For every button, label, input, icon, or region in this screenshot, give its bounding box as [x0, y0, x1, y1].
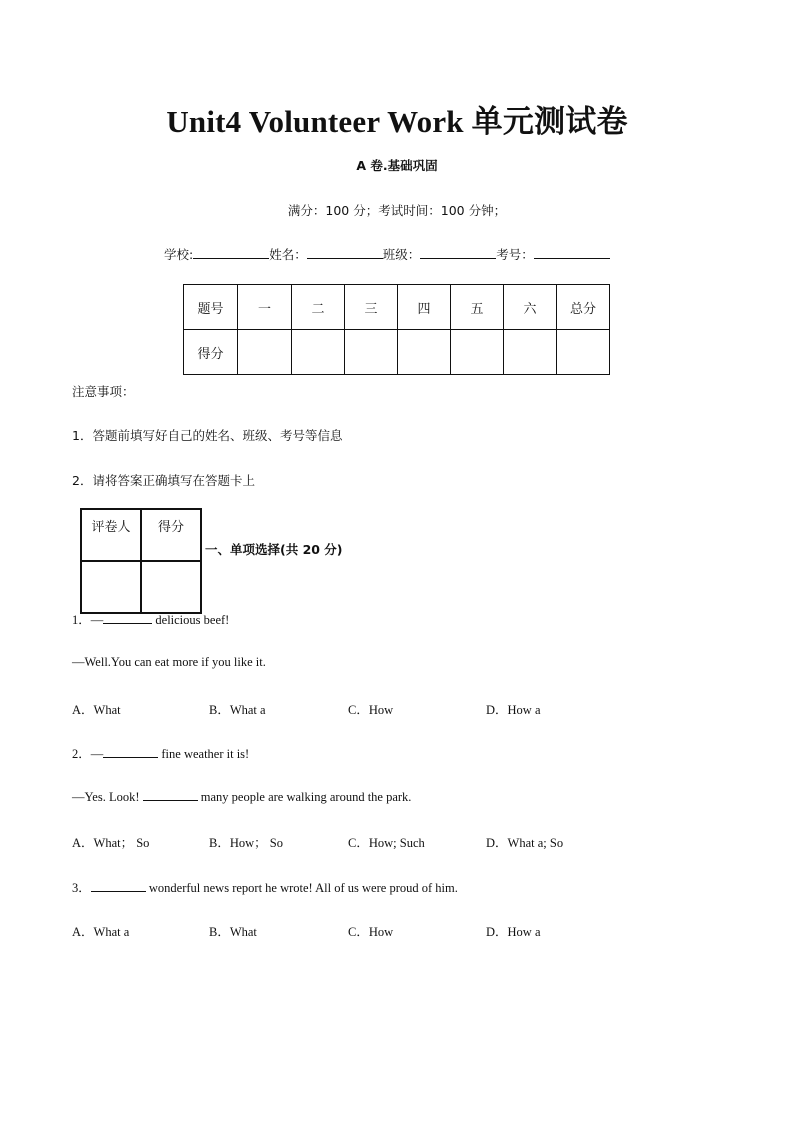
question-3-option-a[interactable]: A．What a	[72, 925, 130, 939]
score-header-cell: 五	[451, 285, 504, 330]
question-1-option-c[interactable]: C．How	[348, 703, 394, 717]
question-1-number: 1．—	[72, 613, 104, 627]
score-header-cell: 四	[398, 285, 451, 330]
student-info-fields	[164, 245, 610, 263]
question-2-option-a[interactable]: A．What； So	[72, 836, 150, 850]
question-2-option-b[interactable]: B．How； So	[209, 836, 283, 850]
question-1	[72, 610, 229, 628]
page-title: Unit4 Volunteer Work 单元测试卷	[166, 104, 628, 139]
question-1-option-d[interactable]: D．How a	[486, 703, 541, 717]
school-label: 学校:	[164, 247, 194, 262]
question-1-reply: —Well.You can eat more if you like it.	[72, 655, 266, 669]
section-title: 一、单项选择(共 20 分)	[205, 542, 343, 557]
grader-score-cell[interactable]	[141, 561, 201, 613]
question-2	[72, 744, 249, 762]
name-blank[interactable]	[307, 246, 383, 259]
grader-score-label: 得分	[141, 509, 201, 561]
question-3-option-c[interactable]: C．How	[348, 925, 394, 939]
question-2-option-d[interactable]: D．What a; So	[486, 836, 564, 850]
score-header-cell: 题号	[184, 285, 238, 330]
score-header-cell: 一	[238, 285, 292, 330]
question-2-blank[interactable]	[103, 746, 158, 758]
question-1-option-a[interactable]: A．What	[72, 703, 121, 717]
question-3-text: wonderful news report he wrote! All of us were proud of him.	[145, 881, 458, 895]
question-1-option-b[interactable]: B．What a	[209, 703, 266, 717]
note-item: 1．答题前填写好自己的姓名、班级、考号等信息	[72, 428, 343, 443]
notes-heading: 注意事项：	[72, 384, 135, 399]
grader-table	[80, 508, 202, 614]
question-2-reply-blank[interactable]	[143, 789, 198, 801]
score-row-label: 得分	[184, 330, 238, 375]
question-3	[72, 878, 458, 896]
question-3-number: 3．	[72, 881, 91, 895]
score-header-cell: 三	[345, 285, 398, 330]
question-3-option-d[interactable]: D．How a	[486, 925, 541, 939]
class-blank[interactable]	[420, 246, 496, 259]
score-cell[interactable]	[238, 330, 292, 375]
exam-meta: 满分：100 分；考试时间：100 分钟；	[287, 203, 507, 218]
note-item: 2．请将答案正确填写在答题卡上	[72, 473, 255, 488]
exam-no-blank[interactable]	[534, 246, 610, 259]
question-2-reply-start: —Yes. Look!	[72, 790, 143, 804]
question-3-option-b[interactable]: B．What	[209, 925, 257, 939]
question-2-number: 2．—	[72, 747, 104, 761]
grader-cell[interactable]	[81, 561, 141, 613]
score-header-cell: 六	[504, 285, 557, 330]
grader-label: 评卷人	[81, 509, 141, 561]
score-cell[interactable]	[557, 330, 610, 375]
score-table	[183, 284, 610, 375]
score-table-header-row	[184, 285, 610, 330]
score-cell[interactable]	[451, 330, 504, 375]
question-3-blank[interactable]	[91, 880, 146, 892]
class-label: 班级：	[382, 247, 421, 262]
question-2-reply	[72, 789, 411, 805]
score-cell[interactable]	[398, 330, 451, 375]
name-label: 姓名：	[269, 247, 307, 262]
score-cell[interactable]	[345, 330, 398, 375]
score-header-cell: 总分	[557, 285, 610, 330]
question-1-blank[interactable]	[103, 612, 152, 624]
score-table-score-row	[184, 330, 610, 375]
question-2-text: fine weather it is!	[158, 747, 250, 761]
score-cell[interactable]	[504, 330, 557, 375]
question-2-reply-end: many people are walking around the park.	[197, 790, 412, 804]
score-cell[interactable]	[292, 330, 345, 375]
school-blank[interactable]	[193, 246, 269, 259]
question-2-option-c[interactable]: C．How; Such	[348, 836, 425, 850]
exam-no-label: 考号：	[496, 247, 534, 262]
score-header-cell: 二	[292, 285, 345, 330]
question-1-text: delicious beef!	[152, 613, 230, 627]
paper-subtitle: A 卷.基础巩固	[356, 158, 438, 173]
